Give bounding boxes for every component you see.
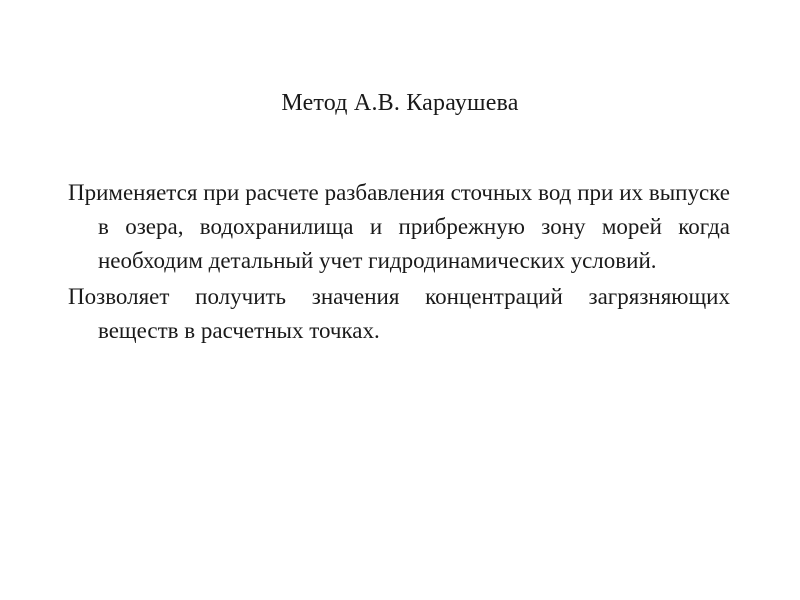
paragraph-application: Применяется при расчете разбавления сточных вод при их выпуске в озера, водохранилища и прибрежную зону морей когда необходим детальный учет гидродинамических условий.: [68, 180, 730, 273]
paragraph-purpose: Позволяет получить значения концентраций загрязняющих веществ в расчетных точках.: [68, 284, 730, 343]
slide-title: Метод А.В. Караушева: [281, 90, 519, 116]
slide-body: [68, 176, 730, 350]
